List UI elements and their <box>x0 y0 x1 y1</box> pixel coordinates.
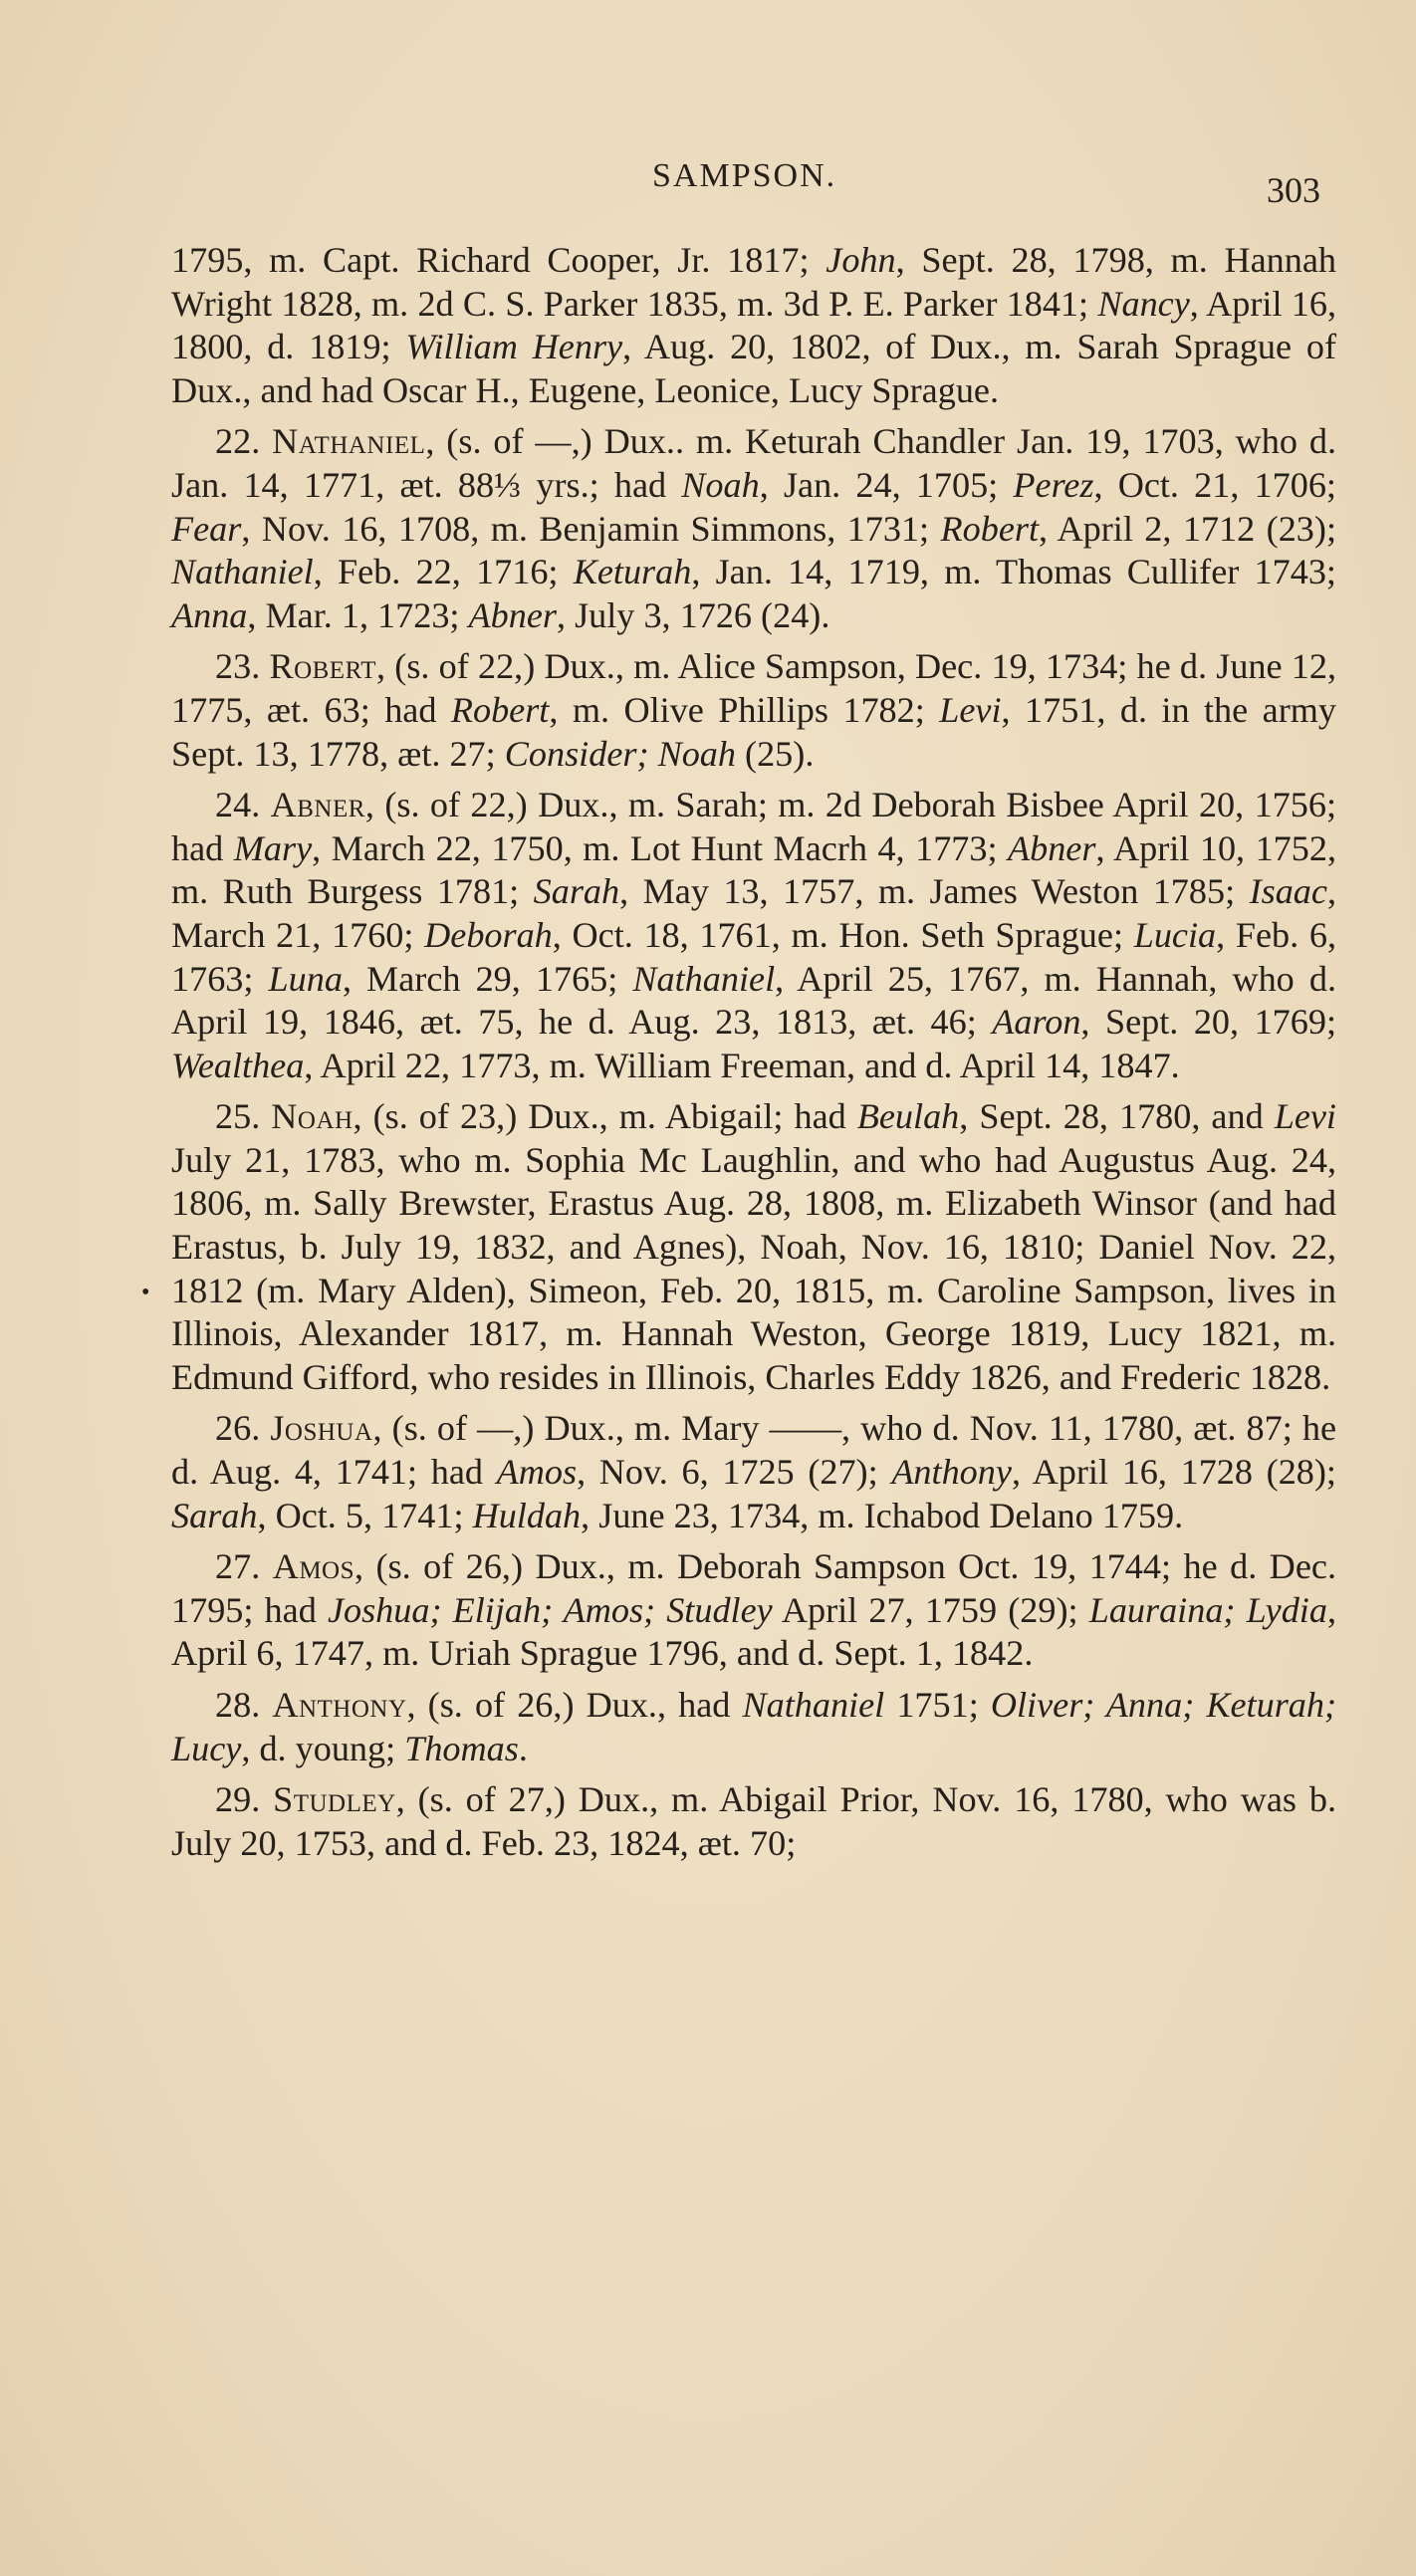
text-run: 26. <box>215 1408 271 1449</box>
child-name: Huldah <box>472 1495 582 1535</box>
text-run: , Oct. 18, 1761, m. Hon. Seth Sprague; <box>552 914 1134 955</box>
text-run: , 1751, d. in the army Sept. 13, 1778, æt. 27; <box>171 689 1337 774</box>
text-run: , Jan. 24, 1705; <box>759 464 1014 505</box>
text-run: , Oct. 21, 1706; <box>1093 464 1336 505</box>
text-run: 25. <box>215 1096 272 1137</box>
child-name: Anthony <box>891 1452 1012 1493</box>
text-run: , April 2, 1712 (23); <box>1039 508 1336 549</box>
child-name: Fear <box>171 508 242 549</box>
text-run: , June 23, 1734, m. Ichabod Delano 1759. <box>581 1495 1184 1535</box>
genealogy-entry-paragraph <box>171 1095 1336 1399</box>
child-name: Robert <box>940 508 1040 549</box>
child-name: Levi <box>1274 1096 1336 1137</box>
genealogy-entry-paragraph <box>171 1778 1336 1865</box>
child-name: Abner <box>1008 827 1096 868</box>
margin-bullet-mark: • <box>141 1280 150 1305</box>
child-name: Keturah <box>573 552 692 592</box>
text-run: , (s. of 27,) Dux., m. Abigail Prior, Nov. 16, 1780, who was b. July 20, 1753, and d. Feb. 23, 1824, æt. 70; <box>171 1779 1337 1863</box>
child-name: Wealthea <box>171 1045 305 1085</box>
text-run: , (s. of 23,) Dux., m. Abigail; had <box>353 1096 857 1137</box>
text-run: , March 29, 1765; <box>342 958 633 999</box>
text-run: , (s. of 22,) Dux., m. Alice Sampson, Dec. 19, 1734; he d. June 12, 1775, æt. 63; had <box>171 646 1336 730</box>
genealogy-entry-paragraph <box>171 1684 1336 1770</box>
child-name: Perez <box>1013 464 1094 505</box>
text-run: , Nov. 6, 1725 (27); <box>577 1452 892 1493</box>
child-name: Isaac <box>1249 871 1327 912</box>
child-name: Luna <box>268 958 343 999</box>
child-name: Robert <box>450 689 550 730</box>
text-run: April 27, 1759 (29); <box>772 1589 1089 1630</box>
text-run: , Jan. 14, 1719, m. Thomas Cullifer 1743; <box>691 552 1336 592</box>
text-run: , Sept. 28, 1798, m. Hannah Wright 1828, m. 2d C. S. Parker 1835, m. 3d P. E. Parker 1841; <box>171 240 1336 324</box>
text-run: . <box>518 1728 528 1768</box>
text-run: 28. <box>215 1685 273 1725</box>
text-run: , April 22, 1773, m. William Freeman, and d. April 14, 1847. <box>304 1045 1180 1085</box>
page-number: 303 <box>1267 170 1320 210</box>
child-name: Abner <box>468 594 557 635</box>
child-name: Nathaniel <box>632 958 776 999</box>
genealogy-entry-paragraph <box>171 645 1336 776</box>
entry-head-name: Studley <box>273 1779 396 1820</box>
continued-paragraph <box>171 239 1336 412</box>
child-name: Nancy <box>1097 283 1190 324</box>
text-run: 23. <box>215 646 270 687</box>
text-run: , Sept. 28, 1780, and <box>959 1096 1275 1137</box>
entry-head-name: Nathaniel <box>272 421 426 462</box>
text-run: 22. <box>215 421 273 462</box>
text-run: , (s. of —,) Dux.. m. Keturah Chandler Jan. 19, 1703, who d. Jan. 14, 1771, æt. 88⅓ yrs.; had <box>171 421 1336 505</box>
child-name: Noah <box>681 464 760 505</box>
child-name: Lauraina; Lydia <box>1088 1589 1327 1630</box>
child-name: Amos <box>496 1452 578 1493</box>
child-name: Anna <box>171 594 248 635</box>
genealogy-entry-paragraph <box>171 1545 1336 1676</box>
entry-head-name: Abner <box>270 785 365 825</box>
text-run: , Aug. 20, 1802, of Dux., m. Sarah Sprague of Dux., and had Oscar H., Eugene, Leonice, Lucy Sprague. <box>171 327 1336 410</box>
entry-head-name: Robert <box>269 646 377 687</box>
child-name: Sarah <box>171 1495 258 1535</box>
text-run: 1751; <box>884 1685 991 1725</box>
entry-head-name: Noah <box>271 1096 354 1137</box>
entry-head-name: Joshua <box>270 1408 373 1449</box>
text-run: , May 13, 1757, m. James Weston 1785; <box>619 871 1250 912</box>
text-run: , March 21, 1760; <box>171 871 1336 955</box>
text-run: , Oct. 5, 1741; <box>257 1495 473 1535</box>
child-name: Beulah <box>856 1096 960 1137</box>
text-run: , April 16, 1800, d. 1819; <box>171 283 1336 367</box>
child-name: Deborah <box>424 914 553 955</box>
running-title: SAMPSON. <box>652 157 837 194</box>
child-name: Levi <box>939 689 1002 730</box>
text-run: , July 3, 1726 (24). <box>556 594 830 635</box>
genealogy-text-block <box>171 239 1336 1865</box>
child-name: Mary <box>233 827 313 868</box>
text-run: (25). <box>735 733 815 774</box>
text-run: , Nov. 16, 1708, m. Benjamin Simmons, 1731; <box>241 508 941 549</box>
text-run: 24. <box>215 785 271 825</box>
child-name: John <box>826 240 896 280</box>
text-run: July 21, 1783, who m. Sophia Mc Laughlin, and who had Augustus Aug. 24, 1806, m. Sally Brewster, Erastus Aug. 28, 1808, m. Elizabeth Winsor (and had Erastus, b. July 19, 1832, and Agnes), Noah, Nov. 16, 1810; Daniel Nov. 22, 1812 (m. Mary Alden), Simeon, Feb. 20, 1815, m. Caroline Sampson, lives in Illinois, Alexander 1817, m. Hannah Weston, George 1819, Lucy 1821, m. Edmund Gifford, who resides in Illinois, Charles Eddy 1826, and Frederic 1828. <box>171 1139 1336 1397</box>
child-name: Oliver; Anna; Keturah; Lucy <box>171 1685 1337 1768</box>
text-run: , d. young; <box>241 1728 405 1768</box>
running-head <box>0 157 1416 210</box>
child-name: William Henry <box>405 327 623 367</box>
text-run: , (s. of 22,) Dux., m. Sarah; m. 2d Deborah Bisbee April 20, 1756; had <box>171 785 1336 868</box>
entry-head-name: Amos <box>272 1546 355 1587</box>
text-run: , April 6, 1747, m. Uriah Sprague 1796, and d. Sept. 1, 1842. <box>171 1589 1336 1674</box>
child-name: Joshua; Elijah; Amos; Studley <box>327 1589 773 1630</box>
text-run: , April 25, 1767, m. Hannah, who d. April 19, 1846, æt. 75, he d. Aug. 23, 1813, æt. 46; <box>171 958 1336 1043</box>
genealogy-entry-paragraph <box>171 1407 1336 1537</box>
child-name: Consider; Noah <box>504 733 736 774</box>
child-name: Nathaniel <box>171 552 314 592</box>
text-run: , March 22, 1750, m. Lot Hunt Macrh 4, 1773; <box>312 827 1009 868</box>
text-run: , (s. of 26,) Dux., m. Deborah Sampson Oct. 19, 1744; he d. Dec. 1795; had <box>171 1546 1336 1630</box>
child-name: Sarah <box>533 871 620 912</box>
text-run: 27. <box>215 1546 273 1587</box>
text-run: , m. Olive Phillips 1782; <box>549 689 940 730</box>
child-name: Nathaniel <box>742 1685 885 1725</box>
text-run: , (s. of —,) Dux., m. Mary ——, who d. Nov. 11, 1780, æt. 87; he d. Aug. 4, 1741; had <box>171 1408 1337 1493</box>
genealogy-entry-paragraph <box>171 420 1336 637</box>
text-run: , April 10, 1752, m. Ruth Burgess 1781; <box>171 827 1337 912</box>
text-run: , Feb. 6, 1763; <box>171 914 1336 999</box>
entry-head-name: Anthony <box>272 1685 407 1725</box>
child-name: Lucia <box>1133 914 1217 955</box>
text-run: , Sept. 20, 1769; <box>1080 1002 1337 1043</box>
text-run: , April 16, 1728 (28); <box>1011 1452 1336 1493</box>
text-run: , (s. of 26,) Dux., had <box>406 1685 743 1725</box>
text-run: 29. <box>215 1779 274 1820</box>
genealogy-entry-paragraph <box>171 784 1336 1087</box>
child-name: Thomas <box>404 1728 519 1768</box>
child-name: Aaron <box>992 1002 1081 1043</box>
text-run: , Feb. 22, 1716; <box>313 552 574 592</box>
text-run: , Mar. 1, 1723; <box>247 594 469 635</box>
text-run: 1795, m. Capt. Richard Cooper, Jr. 1817; <box>171 240 826 280</box>
